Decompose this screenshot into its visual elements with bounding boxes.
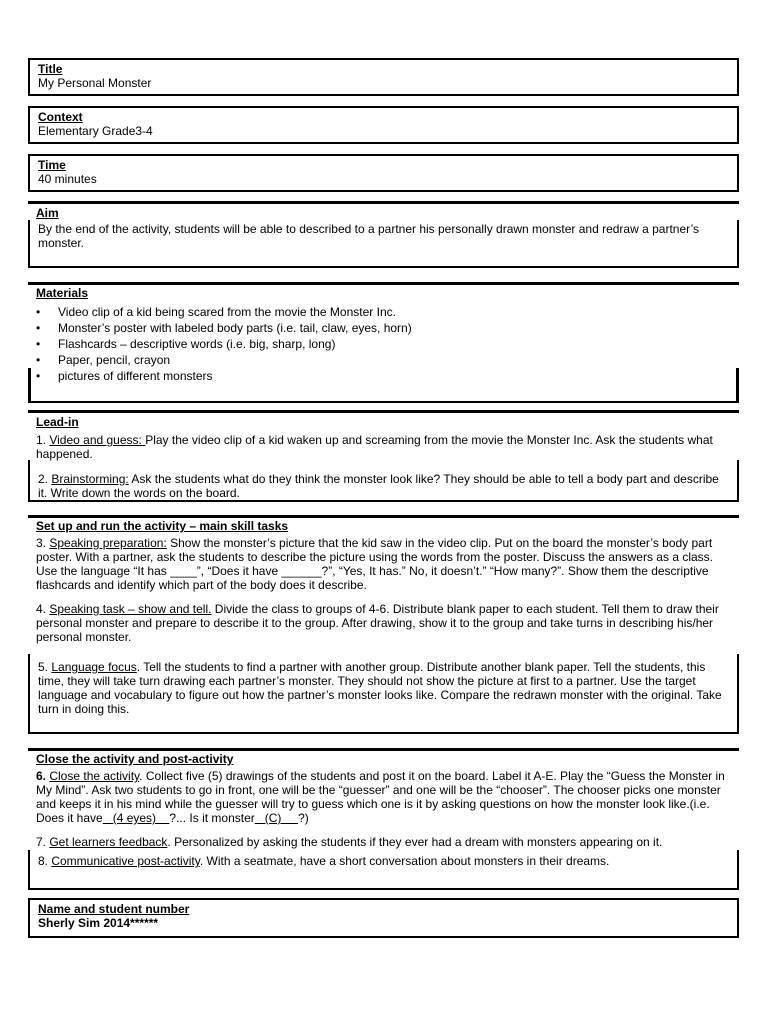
close-section [28, 751, 739, 849]
materials-right-edge [736, 368, 739, 403]
materials-label: Materials [36, 286, 89, 300]
aim-body [28, 220, 739, 268]
leadin-section [28, 413, 739, 461]
step-text: Show the monster’s picture that the kid saw in the video clip. Put on the board the monster’s body part poster. With a partner, ask the students to describe the picture using the words from the poster. Discuss the answers as a class. Use the language “It has ____”, “Does it have ______?”, “Yes, It has.” No, it doesn’t.” “How many?”. Show them the descriptive flashcards and identify which part of the body does it describe. [36, 536, 713, 592]
list-item: • pictures of different monsters [36, 368, 731, 384]
step-title: Brainstorming: [51, 472, 129, 486]
step-number: 7. [36, 835, 50, 849]
step-text: . Collect five (5) drawings of the students and post it on the board. Label it A-E. Play the “Guess the Monster in My Mind”. Ask two students to go in front, one will be the “guesser” and one will be the “chooser”. The chooser picks one monster and keeps it in his mind while the guesser will try to guess which one is it by asking questions on how the monster look like.(i.e. Does it have [36, 769, 725, 825]
close-step-6 [36, 769, 731, 825]
step-text: Ask the students what do they think the monster look like? They should be able to tell a body part and describe it. Write down the words on the board. [38, 472, 719, 500]
close-step-7 [36, 835, 731, 849]
context-section [28, 106, 739, 144]
list-item: • Monster’s poster with labeled body parts (i.e. tail, claw, eyes, horn) [36, 320, 731, 336]
leadin-body [28, 460, 739, 502]
close-step-8 [38, 854, 729, 868]
setup-step-5 [38, 660, 729, 716]
setup-step-4 [36, 602, 731, 644]
close-label: Close the activity and post-activity [36, 752, 234, 766]
blank-answer: (4 eyes) [102, 811, 170, 825]
close-body [28, 850, 739, 890]
step-number: 1. [36, 433, 50, 447]
step-text: Play the video clip of a kid waken up and screaming from the movie the Monster Inc. Ask the students what happened. [36, 433, 713, 461]
step-number: 6. [36, 769, 50, 783]
step-title: Speaking preparation: [49, 536, 167, 550]
setup-section [28, 518, 739, 644]
aim-label: Aim [36, 206, 59, 220]
list-item: • Video clip of a kid being scared from the movie the Monster Inc. [36, 304, 731, 320]
materials-left-edge [28, 368, 31, 403]
step-number: 8. [38, 854, 52, 868]
step-title: Close the activity [49, 769, 140, 783]
time-section [28, 154, 739, 192]
setup-step-3 [36, 536, 731, 592]
student-label: Name and student number [38, 902, 190, 916]
context-value: Elementary Grade3-4 [38, 124, 153, 138]
step-text: Divide the class to groups of 4-6. Distribute blank paper to each student. Tell them to draw their personal monster and prepare to describe it to the group. After drawing, show it to the group and take turns in describing his/her personal monster. [36, 602, 719, 644]
context-label: Context [38, 110, 83, 124]
step-text: . Personalized by asking the students if they ever had a dream with monsters appearing on it. [167, 835, 663, 849]
title-section [28, 58, 739, 96]
step-number: 5. [38, 660, 52, 674]
list-item: • Flashcards – descriptive words (i.e. big, sharp, long) [36, 336, 731, 352]
student-section [28, 898, 739, 938]
title-value: My Personal Monster [38, 76, 152, 90]
leadin-step-1 [36, 433, 731, 461]
setup-body [28, 654, 739, 734]
step-text: . With a seatmate, have a short conversation about monsters in their dreams. [199, 854, 610, 868]
step-text: ?... Is it monster [169, 811, 255, 825]
step-title: Language focus [51, 660, 137, 674]
step-title: Get learners feedback [49, 835, 168, 849]
aim-text: By the end of the activity, students will be able to described to a partner his personally drawn monster and redraw a partner’s monster. [38, 222, 700, 250]
blank-answer: (C) [254, 811, 299, 825]
step-number: 4. [36, 602, 50, 616]
step-title: Speaking task – show and tell. [49, 602, 212, 616]
materials-section [28, 285, 739, 403]
student-value: Sherly Sim 2014****** [38, 916, 159, 930]
step-text: . Tell the students to find a partner with another group. Distribute another blank paper. Tell the students, this time, they will take turn drawing each partner’s monster. They should not show the picture at first to a partner. Use the target language and vocabulary to figure out how the partner’s monster looks like. Compare the redrawn monster with the original. Take turn in doing this. [38, 660, 722, 716]
materials-list [36, 304, 731, 384]
title-label: Title [38, 62, 63, 76]
list-item: • Paper, pencil, crayon [36, 352, 731, 368]
step-title: Communicative post-activity [51, 854, 200, 868]
step-title: Video and guess: [49, 433, 146, 447]
leadin-step-2 [38, 472, 729, 500]
time-label: Time [38, 158, 66, 172]
leadin-label: Lead-in [36, 415, 79, 429]
setup-label: Set up and run the activity – main skill tasks [36, 519, 289, 533]
time-value: 40 minutes [38, 172, 97, 186]
step-number: 3. [36, 536, 50, 550]
step-text: ?) [298, 811, 309, 825]
step-number: 2. [38, 472, 52, 486]
